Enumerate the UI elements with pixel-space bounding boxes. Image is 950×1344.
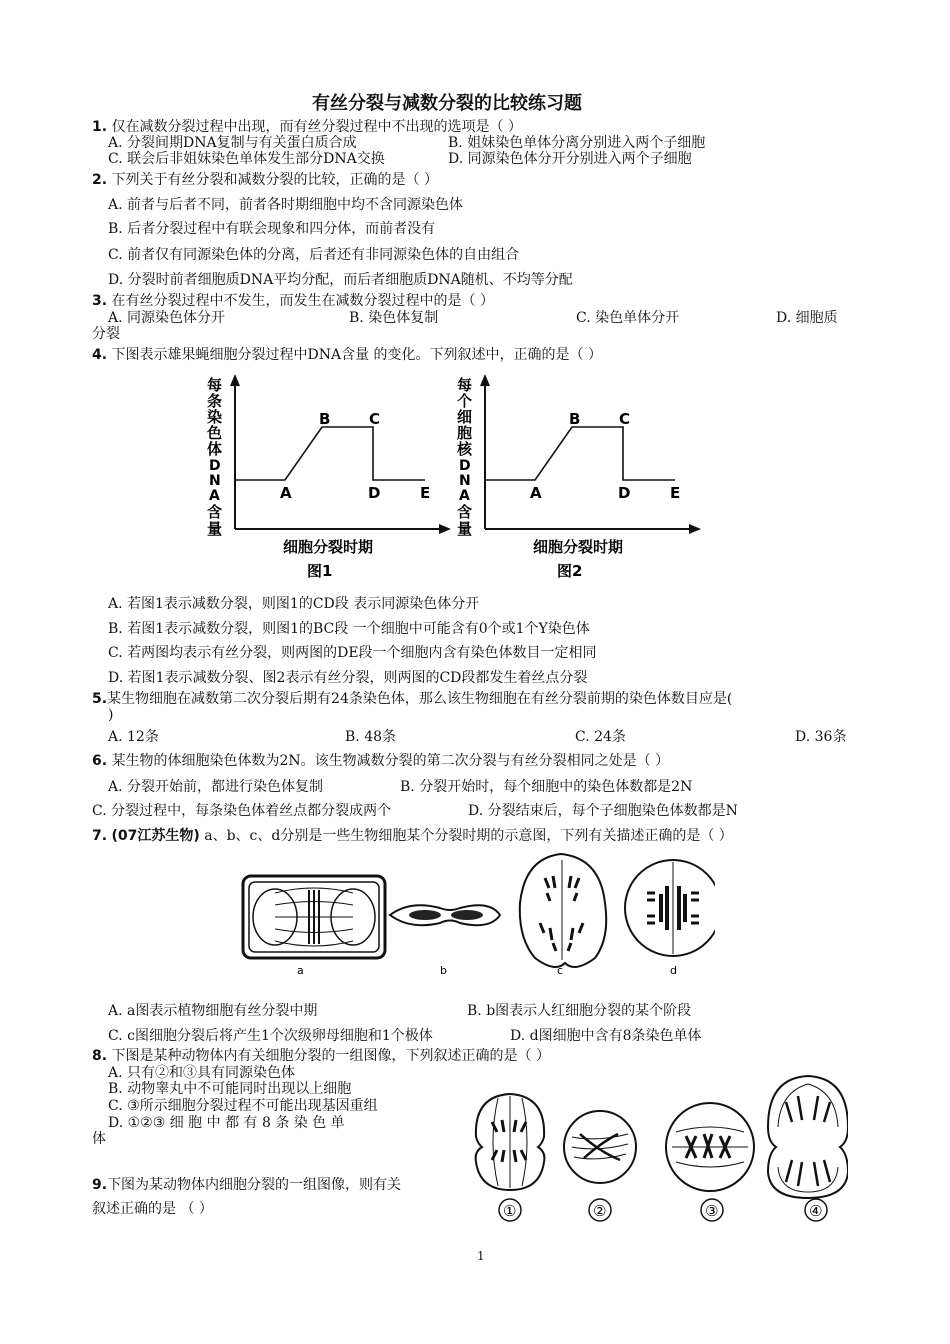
figure-label-c: c [557, 964, 564, 977]
option-b: B. 动物睾丸中不可能同时出现以上细胞 [108, 1081, 352, 1097]
question-stem: 下图为某动物体内细胞分裂的一组图像，则有关 [107, 1177, 402, 1193]
option-c: C. ③所示细胞分裂过程不可能出现基因重组 [108, 1098, 378, 1114]
option-b: B. b图表示人红细胞分裂的某个阶段 [467, 1003, 692, 1019]
option-c: C. 分裂过程中，每条染色体着丝点都分裂成两个 [92, 803, 392, 819]
option-b: B. 分裂开始时，每个细胞中的染色体数都是2N [400, 779, 693, 795]
figure-label-a: a [297, 964, 304, 977]
question-number: 6. [92, 753, 108, 769]
dna-curve [485, 427, 675, 480]
page-number: 1 [477, 1249, 485, 1263]
cell-division-figures-1234 [468, 1072, 848, 1227]
cell-figure-a [243, 876, 385, 977]
question-number: 9. [92, 1177, 108, 1193]
figure-label-d: d [670, 964, 677, 977]
option-b: B. 若图1表示减数分裂，则图1的BC段 一个细胞中可能含有0个或1个Y染色体 [108, 621, 590, 637]
y-label-char: 染 [207, 408, 223, 426]
y-label-char: 每 [457, 376, 473, 394]
cell-figure-1 [476, 1094, 545, 1221]
option-d: D. 36条 [795, 729, 847, 745]
question-stem: 下图是某种动物体内有关细胞分裂的一组图像，下列叙述正确的是（ ） [111, 1048, 550, 1064]
point-label-d: D [368, 484, 381, 502]
option-d: D. ①②③ 细 胞 中 都 有 8 条 染 色 单 [108, 1115, 345, 1131]
cell-figure-c [520, 854, 606, 977]
question-number: 1. [92, 119, 108, 135]
y-axis-arrow [480, 374, 490, 386]
point-label-c: C [619, 410, 631, 428]
y-label-char: 含 [457, 503, 473, 521]
y-label-char: 条 [207, 392, 223, 410]
graph-2 [456, 374, 701, 580]
figure-label-1: ① [503, 1202, 517, 1220]
question-number: 3. [92, 293, 108, 309]
y-label-char: A [459, 488, 470, 504]
figure-label-2: ② [593, 1202, 607, 1220]
y-label-char: A [209, 488, 220, 504]
y-label-char: 胞 [457, 424, 473, 442]
y-label-char: 体 [207, 440, 223, 458]
y-label-char: D [209, 458, 221, 474]
option-d: D. 分裂结束后，每个子细胞染色体数都是N [468, 803, 738, 819]
question-6 [92, 753, 669, 770]
option-d: D. 若图1表示减数分裂、图2表示有丝分裂，则两图的CD段都发生着丝点分裂 [108, 670, 588, 686]
question-stem-continuation: ) [108, 707, 114, 723]
point-label-a: A [530, 484, 542, 502]
x-axis-label: 细胞分裂时期 [533, 538, 624, 556]
option-c: C. 联会后非姐妹染色单体发生部分DNA交换 [108, 151, 385, 167]
option-a: A. 只有②和③具有同源染色体 [108, 1065, 296, 1081]
graph-caption: 图2 [557, 562, 583, 580]
y-label-char: 核 [457, 440, 473, 458]
point-label-a: A [280, 484, 292, 502]
cell-figure-b [390, 905, 500, 977]
option-b: B. 姐妹染色单体分离分别进入两个子细胞 [448, 135, 706, 151]
question-1 [92, 119, 522, 136]
figure-label-4: ④ [809, 1202, 823, 1220]
y-label-char: 量 [207, 520, 223, 538]
question-stem-continuation: 叙述正确的是 （ ） [92, 1201, 213, 1217]
y-label-char: 量 [457, 520, 473, 538]
question-7 [92, 828, 733, 845]
option-d: D. 细胞质 [776, 310, 838, 326]
question-source: (07江苏生物) [111, 828, 200, 844]
question-stem: 下列关于有丝分裂和减数分裂的比较，正确的是（ ） [111, 172, 438, 188]
cell-figure-2 [564, 1111, 636, 1221]
option-d-continuation: 分裂 [92, 326, 120, 342]
y-axis-label [456, 376, 473, 538]
option-d: D. 分裂时前者细胞质DNA平均分配，而后者细胞质DNA随机、不均等分配 [108, 272, 573, 288]
question-5 [92, 691, 732, 708]
option-c: C. 若两图均表示有丝分裂，则两图的DE段一个细胞内含有染色体数目一定相同 [108, 645, 597, 661]
y-label-char: N [459, 473, 471, 489]
y-axis-label [206, 376, 222, 538]
question-stem: a、b、c、d分别是一些生物细胞某个分裂时期的示意图，下列有关描述正确的是（ ） [204, 828, 733, 844]
x-axis-arrow [439, 524, 451, 534]
question-number: 4. [92, 347, 108, 363]
question-number: 2. [92, 172, 108, 188]
question-number: 5. [92, 691, 108, 707]
y-label-char: N [209, 473, 221, 489]
question-stem: 某生物细胞在减数第二次分裂后期有24条染色体，那么该生物细胞在有丝分裂前期的染色体数目应是( [107, 691, 733, 707]
option-b: B. 48条 [345, 729, 397, 745]
option-a: A. 前者与后者不同，前者各时期细胞中均不含同源染色体 [108, 197, 464, 213]
question-stem: 仅在减数分裂过程中出现，而有丝分裂过程中不出现的选项是（ ） [111, 119, 522, 135]
question-stem: 下图表示雄果蝇细胞分裂过程中DNA含量 的变化。下列叙述中，正确的是（ ） [111, 347, 602, 363]
x-axis-arrow [689, 524, 701, 534]
y-label-char: 个 [457, 392, 473, 410]
x-axis-label: 细胞分裂时期 [283, 538, 374, 556]
graph-caption: 图1 [307, 562, 333, 580]
y-label-char: 色 [207, 424, 223, 442]
option-c: C. 前者仅有同源染色体的分离，后者还有非同源染色体的自由组合 [108, 247, 520, 263]
cell-figure-d [625, 860, 715, 977]
option-a: A. a图表示植物细胞有丝分裂中期 [108, 1003, 318, 1019]
question-number: 8. [92, 1048, 108, 1064]
figure-label-3: ③ [705, 1202, 719, 1220]
y-label-char: D [459, 458, 471, 474]
option-c: C. 24条 [575, 729, 626, 745]
question-2 [92, 172, 438, 189]
question-stem: 在有丝分裂过程中不发生，而发生在减数分裂过程中的是（ ） [111, 293, 494, 309]
dna-content-graphs [195, 372, 705, 587]
point-label-d: D [618, 484, 631, 502]
question-3 [92, 293, 494, 310]
figure-label-b: b [440, 964, 447, 977]
point-label-b: B [319, 410, 331, 428]
option-d: D. 同源染色体分开分别进入两个子细胞 [448, 151, 692, 167]
option-a: A. 若图1表示减数分裂，则图1的CD段 表示同源染色体分开 [108, 596, 480, 612]
cell-figure-4 [768, 1076, 848, 1221]
option-d: D. d图细胞中含有8条染色单体 [510, 1028, 702, 1044]
question-4 [92, 347, 602, 364]
question-9 [92, 1177, 401, 1194]
point-label-b: B [569, 410, 581, 428]
option-a: A. 分裂间期DNA复制与有关蛋白质合成 [108, 135, 357, 151]
option-a: A. 分裂开始前，都进行染色体复制 [108, 779, 324, 795]
option-b: B. 染色体复制 [349, 310, 439, 326]
question-number: 7. [92, 828, 108, 844]
page-title: 有丝分裂与减数分裂的比较练习题 [312, 93, 582, 114]
y-label-char: 含 [207, 503, 223, 521]
option-a: A. 12条 [108, 729, 159, 745]
point-label-e: E [420, 484, 431, 502]
option-c: C. 染色单体分开 [576, 310, 680, 326]
cell-division-figures-abcd [235, 848, 715, 983]
option-c: C. c图细胞分裂后将产生1个次级卵母细胞和1个极体 [108, 1028, 433, 1044]
point-label-e: E [670, 484, 681, 502]
question-8 [92, 1048, 550, 1065]
y-label-char: 每 [207, 376, 223, 394]
graph-1 [206, 374, 451, 580]
option-a: A. 同源染色体分开 [108, 310, 226, 326]
option-b: B. 后者分裂过程中有联会现象和四分体，而前者没有 [108, 221, 436, 237]
dna-curve [235, 427, 425, 480]
y-label-char: 细 [457, 408, 473, 426]
option-d-continuation: 体 [92, 1131, 106, 1147]
question-stem: 某生物的体细胞染色体数为2N。该生物减数分裂的第二次分裂与有丝分裂相同之处是（ ） [111, 753, 670, 769]
y-axis-arrow [230, 374, 240, 386]
cell-figure-3 [666, 1103, 754, 1221]
point-label-c: C [369, 410, 381, 428]
